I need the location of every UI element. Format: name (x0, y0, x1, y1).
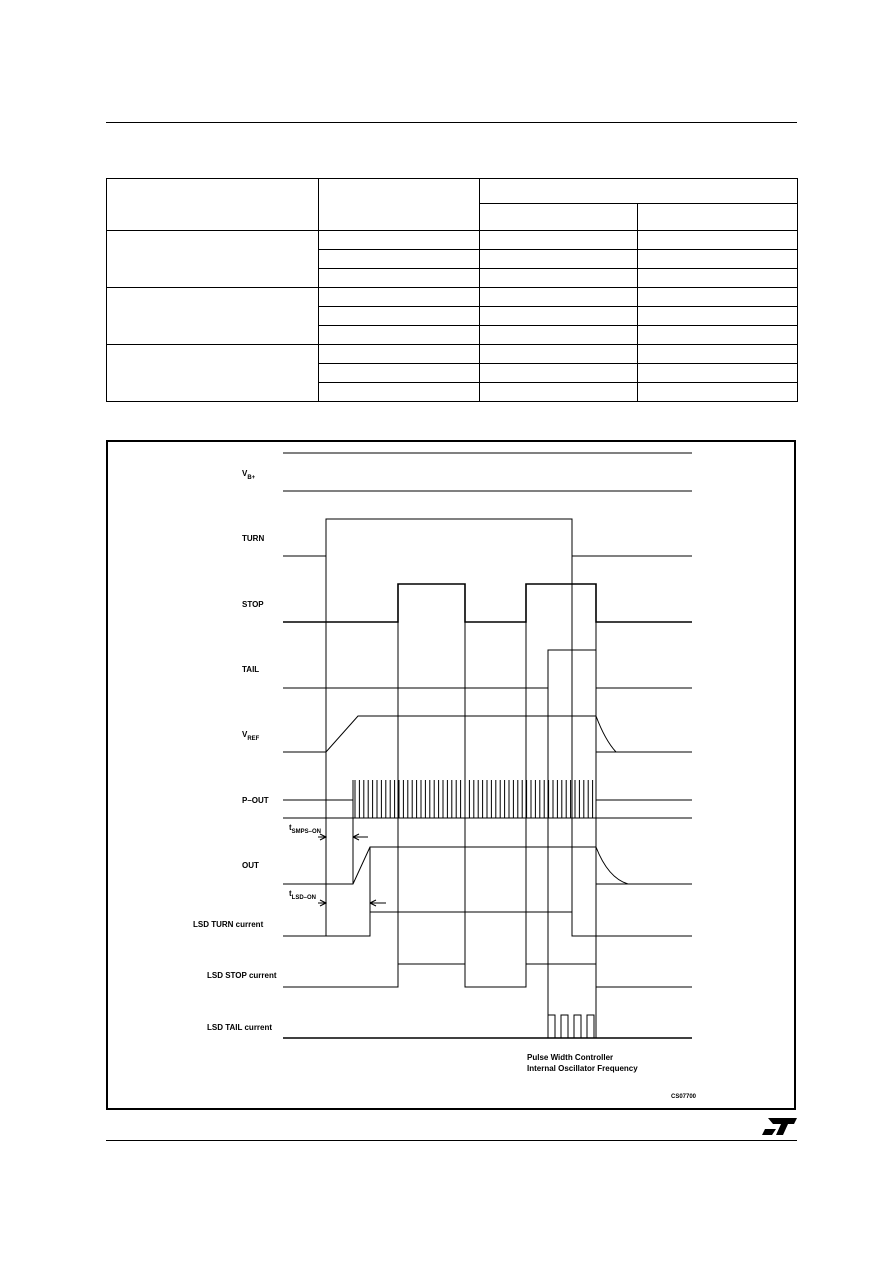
label-lsd-tail: LSD TAIL current (207, 1023, 273, 1032)
label-out: OUT (242, 861, 259, 870)
note-line-2: Internal Oscillator Frequency (527, 1064, 638, 1073)
pwm-pulse-train (355, 780, 593, 818)
label-turn: TURN (242, 534, 265, 543)
tail-pulse (548, 1015, 594, 1038)
tail-waveform (283, 650, 692, 688)
label-lsd-turn: LSD TURN current (193, 920, 264, 929)
label-lsd-stop: LSD STOP current (207, 971, 277, 980)
turn-waveform (283, 519, 692, 556)
label-stop: STOP (242, 600, 264, 609)
label-pout: P–OUT (242, 796, 269, 805)
label-vref: $V_{REF}$ (242, 730, 260, 742)
vref-waveform (283, 716, 692, 752)
lsd-stop-waveform (283, 964, 692, 987)
label-t-smps-on: $t_{SMPS-ON}$ (289, 823, 322, 835)
lsd-turn-waveform (283, 912, 692, 936)
footer-rule (106, 1140, 797, 1141)
note-line-1: Pulse Width Controller (527, 1053, 614, 1062)
figure-code: CS07700 (671, 1094, 697, 1100)
vb-waveform (283, 453, 692, 491)
t-lsd-arrow (318, 900, 386, 906)
label-vb: $V_{B+}$ (242, 469, 256, 481)
out-waveform (283, 847, 692, 884)
label-tail: TAIL (242, 665, 260, 674)
svg-text:ST: ST (0, 0, 2, 1)
pwm-pulse (355, 780, 593, 818)
label-t-lsd-on: $t_{LSD-ON}$ (289, 889, 317, 901)
time-reference-lines (326, 519, 596, 1038)
lsd-tail-pulses (548, 1015, 594, 1038)
stop-waveform (283, 584, 692, 622)
